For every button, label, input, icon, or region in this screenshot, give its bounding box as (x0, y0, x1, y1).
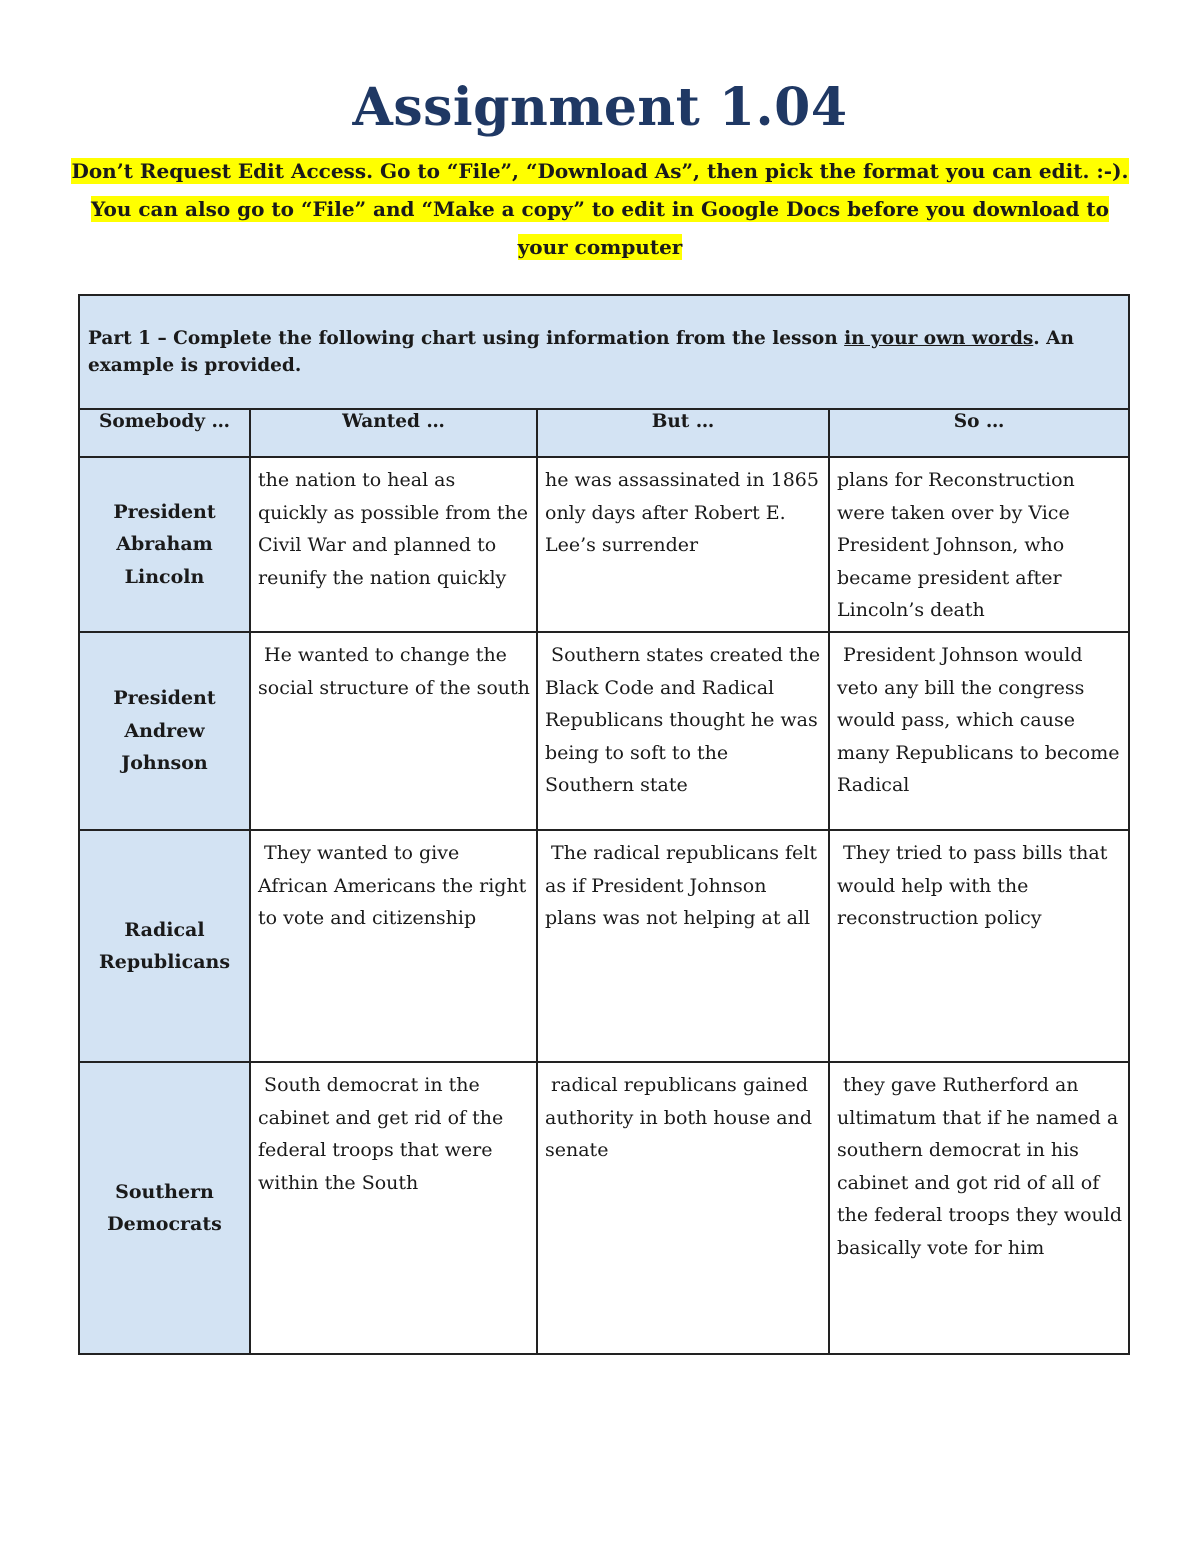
col-header-somebody: Somebody … (79, 409, 250, 457)
cell-but: The radical republicans felt as if President Johnson plans was not helping at all (537, 830, 829, 1062)
cell-but: radical republicans gained authority in both house and senate (537, 1062, 829, 1354)
cell-so: they gave Rutherford an ultimatum that if he named a southern democrat in his cabinet and got rid of all of the federal troops they would basically vote for him (829, 1062, 1129, 1354)
row-head-johnson: President Andrew Johnson (79, 632, 250, 830)
edit-access-notice (70, 152, 1130, 266)
table-row (79, 1062, 1129, 1354)
table-row (79, 457, 1129, 632)
instructions-emphasis: in your own words (844, 328, 1034, 349)
cell-but: he was assassinated in 1865 only days after Robert E. Lee’s surrender (537, 457, 829, 632)
cell-wanted: the nation to heal as quickly as possible from the Civil War and planned to reunify the nation quickly (250, 457, 537, 632)
document-title: Assignment 1.04 (352, 77, 848, 138)
cell-so: They tried to pass bills that would help with the reconstruction policy (829, 830, 1129, 1062)
col-header-wanted: Wanted … (250, 409, 537, 457)
cell-wanted: He wanted to change the social structure of the south (250, 632, 537, 830)
row-head-southern-democrats: Southern Democrats (79, 1062, 250, 1354)
somebody-wanted-but-so-chart (78, 294, 1130, 1355)
instructions-prefix: Part 1 – Complete the following chart using information from the lesson (88, 328, 845, 349)
column-header-row (79, 409, 1129, 457)
instructions-suffix: . An example is provided. (88, 328, 1074, 376)
col-header-but: But … (537, 409, 829, 457)
row-head-radical-republicans: Radical Republicans (79, 830, 250, 1062)
cell-so: plans for Reconstruction were taken over by Vice President Johnson, who became president after Lincoln’s death (829, 457, 1129, 632)
part-1-instructions (79, 295, 1129, 409)
cell-wanted: They wanted to give African Americans the right to vote and citizenship (250, 830, 537, 1062)
col-header-so: So … (829, 409, 1129, 457)
intro-row (79, 295, 1129, 409)
cell-but: Southern states created the Black Code and Radical Republicans thought he was being to soft to the Southern state (537, 632, 829, 830)
table-row (79, 632, 1129, 830)
notice-highlight-text: Don’t Request Edit Access. Go to “File”, “Download As”, then pick the format you can edit. :-). You can also go to “File” and “Make a copy” to edit in Google Docs before you download to your computer (71, 159, 1129, 259)
cell-wanted: South democrat in the cabinet and get rid of the federal troops that were within the South (250, 1062, 537, 1354)
table-row (79, 830, 1129, 1062)
row-head-lincoln: President Abraham Lincoln (79, 457, 250, 632)
cell-so: President Johnson would veto any bill the congress would pass, which cause many Republicans to become Radical (829, 632, 1129, 830)
